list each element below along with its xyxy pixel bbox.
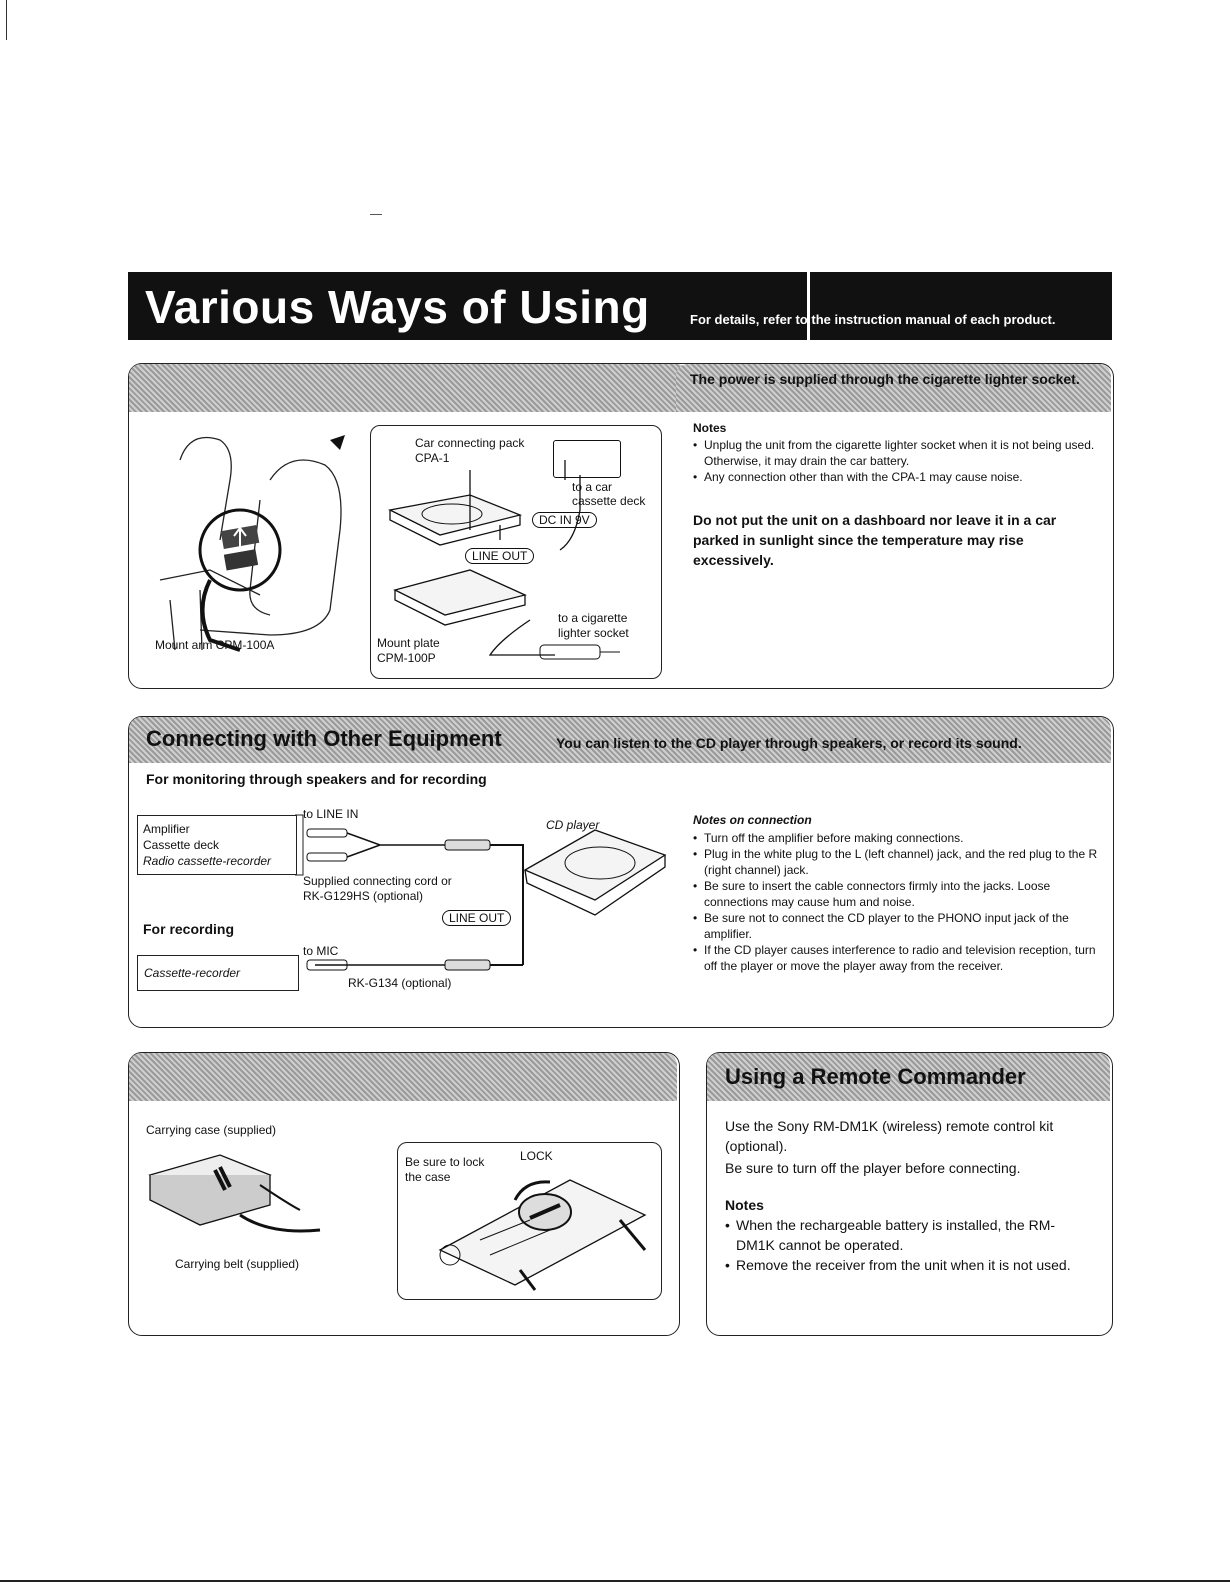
dc-in-label: DC IN 9V	[532, 512, 597, 528]
line-out-label: LINE OUT	[465, 548, 534, 564]
connect-note-item: • Turn off the amplifier before making connections.	[693, 830, 1105, 846]
remote-note-item: • Remove the receiver from the unit when it is not used.	[725, 1255, 1090, 1275]
cassette-adapter-icon	[553, 440, 621, 478]
bottom-rule	[0, 1580, 1230, 1582]
carrying-section-header	[129, 1053, 677, 1101]
car-section-header	[129, 364, 689, 412]
carrying-case-illustration	[140, 1145, 340, 1245]
cord-label: Supplied connecting cord or	[303, 874, 452, 888]
remote-notes-list	[725, 1215, 1090, 1275]
page-title: Various Ways of Using	[145, 281, 650, 333]
remote-notes-title: Notes	[725, 1197, 764, 1213]
device-radio-cassette: Radio cassette-recorder	[143, 854, 272, 868]
carrying-belt-label: Carrying belt (supplied)	[175, 1257, 300, 1271]
connect-note-item: • Be sure to insert the cable connectors firmly into the jacks. Loose connections may cause hum and noise.	[693, 878, 1105, 910]
margin-line	[6, 0, 7, 40]
cd-player-label: CD player	[546, 818, 600, 832]
connect-note-item: • If the CD player causes interference to radio and television reception, turn off the player or move the player away from the receiver.	[693, 942, 1105, 974]
car-power-header-text: The power is supplied through the cigarette lighter socket.	[690, 371, 1080, 387]
banner-divider	[807, 272, 810, 340]
cord-label-2: RK-G129HS (optional)	[303, 889, 424, 903]
car-warning: Do not put the unit on a dashboard nor leave it in a car parked in sunlight since the temperature may rise excessively.	[693, 512, 1057, 568]
connect-title: Connecting with Other Equipment	[146, 726, 502, 751]
connect-notes-title: Notes on connection	[693, 813, 812, 827]
monitor-heading: For monitoring through speakers and for recording	[146, 771, 487, 787]
seat-detail-circle	[200, 510, 280, 590]
connect-note-item: • Plug in the white plug to the L (left channel) jack, and the red plug to the R (right channel) jack.	[693, 846, 1105, 878]
carrying-case-label: Carrying case (supplied)	[146, 1123, 277, 1137]
remote-title: Using a Remote Commander	[725, 1064, 1026, 1089]
car-note-item: • Unplug the unit from the cigarette lighter socket when it is not being used. Otherwise, it may drain the car battery.	[693, 437, 1103, 469]
device-cassette-deck: Cassette deck	[143, 838, 220, 852]
lock-note: Be sure to lock	[405, 1155, 485, 1169]
lock-illustration	[420, 1160, 655, 1290]
connect-notes-list	[693, 830, 1105, 974]
mount-plate-label: Mount plate	[377, 636, 440, 650]
remote-intro: Use the Sony RM-DM1K (wireless) remote control kit (optional).	[725, 1118, 1054, 1154]
mount-plate-model: CPM-100P	[377, 651, 436, 665]
cassette-recorder-label: Cassette-recorder	[144, 966, 241, 980]
recording-heading: For recording	[143, 921, 235, 937]
car-notes-title: Notes	[693, 421, 727, 435]
car-pack-label: Car connecting pack	[415, 436, 525, 450]
mount-arm-label: Mount arm CPM-100A	[155, 638, 275, 652]
connect-note-item: • Be sure not to connect the CD player to the PHONO input jack of the amplifier.	[693, 910, 1105, 942]
lock-label: LOCK	[520, 1149, 553, 1163]
connect-subtitle: You can listen to the CD player through speakers, or record its sound.	[556, 735, 1022, 751]
to-car-deck-label-2: cassette deck	[572, 494, 646, 508]
car-notes-list	[693, 437, 1103, 485]
lock-note-2: the case	[405, 1170, 451, 1184]
connect-line-out-label: LINE OUT	[442, 910, 511, 926]
dash-mark	[370, 214, 382, 215]
remote-caution: Be sure to turn off the player before connecting.	[725, 1160, 1021, 1176]
to-cigarette-label: to a cigarette	[558, 611, 628, 625]
banner-subtitle: For details, refer to the instruction manual of each product.	[690, 312, 1056, 327]
car-seat-illustration	[140, 420, 370, 670]
to-line-in-label: to LINE IN	[303, 807, 359, 821]
to-mic-label: to MIC	[303, 944, 339, 958]
car-note-item: • Any connection other than with the CPA-1 may cause noise.	[693, 469, 1103, 485]
mic-cord-label: RK-G134 (optional)	[348, 976, 452, 990]
car-pack-model: CPA-1	[415, 451, 450, 465]
to-car-deck-label: to a car	[572, 480, 613, 494]
remote-note-item: • When the rechargeable battery is installed, the RM-DM1K cannot be operated.	[725, 1215, 1090, 1255]
device-amplifier: Amplifier	[143, 822, 190, 836]
to-cigarette-label-2: lighter socket	[558, 626, 629, 640]
